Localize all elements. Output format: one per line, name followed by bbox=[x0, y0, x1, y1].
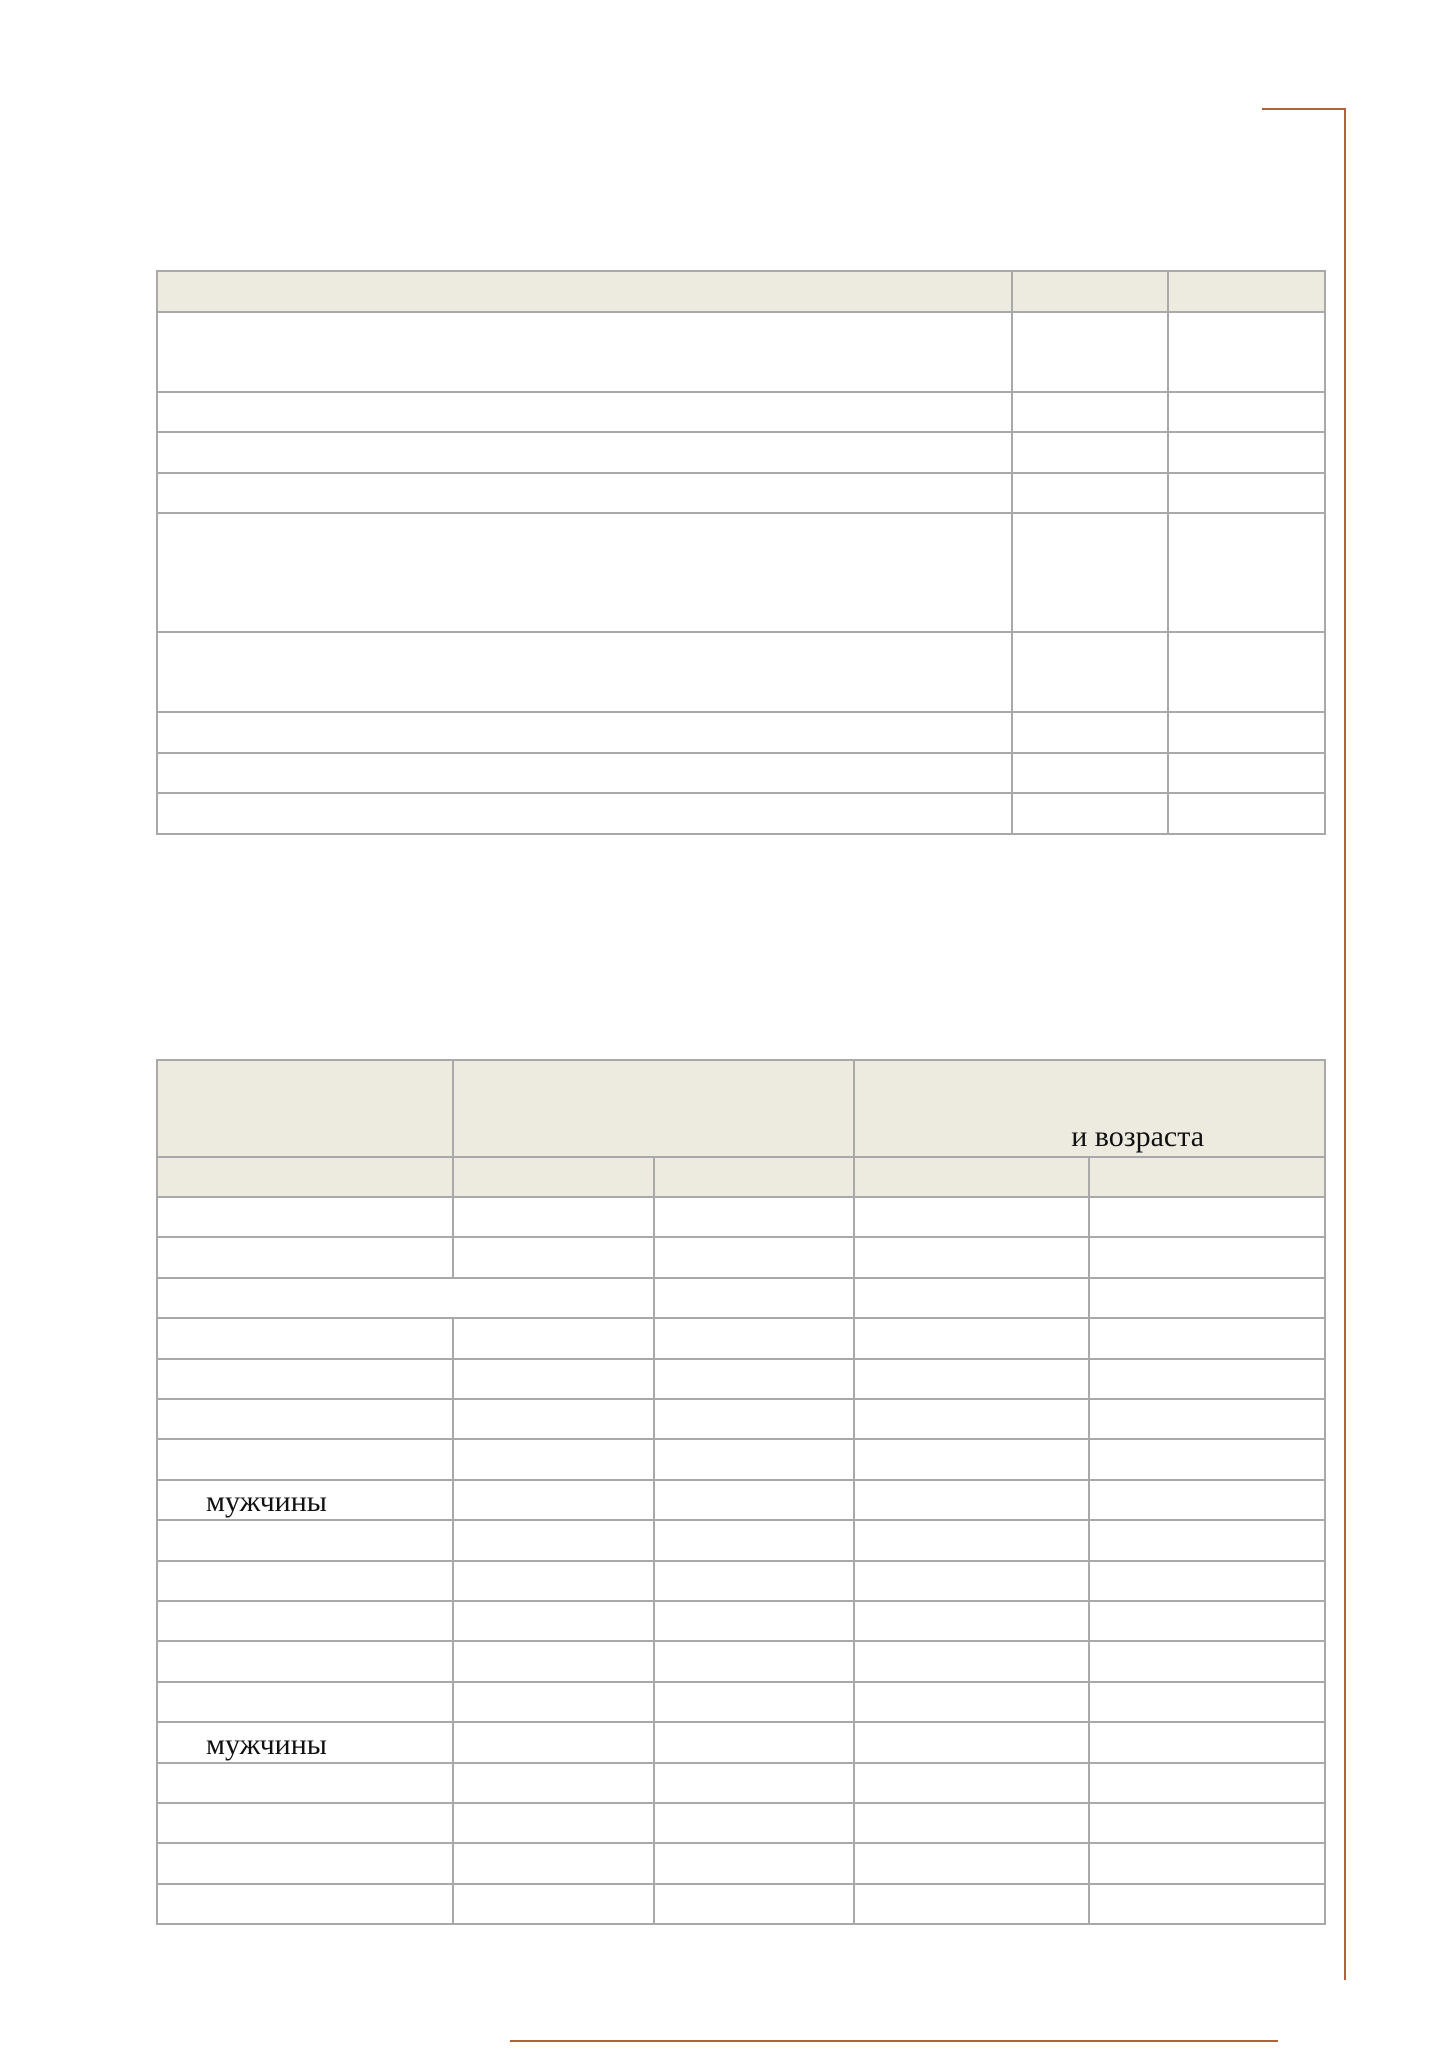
table-cell bbox=[1089, 1803, 1325, 1843]
table-cell bbox=[157, 513, 1012, 632]
table-cell bbox=[854, 1722, 1089, 1763]
table-cell bbox=[157, 1520, 453, 1561]
table-cell bbox=[157, 753, 1012, 793]
table-2-header-cell bbox=[157, 1060, 453, 1157]
header-age-label: и возраста bbox=[1071, 1120, 1205, 1153]
table-row bbox=[157, 1439, 1325, 1480]
table-cell bbox=[453, 1197, 654, 1237]
table-cell bbox=[453, 1439, 654, 1480]
table-2-header-cell bbox=[854, 1157, 1089, 1197]
table-cell bbox=[1089, 1237, 1325, 1278]
table-cell bbox=[453, 1722, 654, 1763]
table-cell bbox=[157, 312, 1012, 392]
table-cell bbox=[1089, 1197, 1325, 1237]
table-row bbox=[157, 1682, 1325, 1722]
table-cell bbox=[157, 1399, 453, 1439]
table-cell bbox=[1089, 1439, 1325, 1480]
table-2-header-cell bbox=[1089, 1157, 1325, 1197]
table-cell bbox=[157, 1763, 453, 1803]
table-cell bbox=[1168, 392, 1325, 432]
table-cell bbox=[854, 1682, 1089, 1722]
table-cell bbox=[654, 1237, 854, 1278]
table-cell bbox=[453, 1884, 654, 1924]
table-row bbox=[157, 1803, 1325, 1843]
table-cell bbox=[157, 1803, 453, 1843]
table-row bbox=[157, 1480, 1325, 1520]
table-cell bbox=[157, 1843, 453, 1884]
table-2-header-cell bbox=[157, 1157, 453, 1197]
table-cell bbox=[854, 1803, 1089, 1843]
table-cell bbox=[1089, 1399, 1325, 1439]
table-cell bbox=[453, 1399, 654, 1439]
table-cell bbox=[157, 1641, 453, 1682]
table-cell bbox=[157, 1197, 453, 1237]
table-cell bbox=[157, 712, 1012, 753]
table-cell bbox=[453, 1601, 654, 1641]
table-2-header-age-group bbox=[854, 1060, 1325, 1157]
table-row bbox=[157, 312, 1325, 392]
table-cell bbox=[157, 1601, 453, 1641]
table-cell bbox=[654, 1359, 854, 1399]
table-cell bbox=[1012, 312, 1168, 392]
table-cell bbox=[157, 392, 1012, 432]
table-cell bbox=[1089, 1318, 1325, 1359]
table-row bbox=[157, 632, 1325, 712]
table-2 bbox=[156, 1059, 1326, 1925]
table-cell bbox=[1089, 1601, 1325, 1641]
table-cell bbox=[1012, 432, 1168, 473]
table-cell bbox=[157, 632, 1012, 712]
table-cell bbox=[1012, 753, 1168, 793]
table-cell bbox=[453, 1520, 654, 1561]
table-1 bbox=[156, 270, 1326, 835]
table-row bbox=[157, 1237, 1325, 1278]
table-row bbox=[157, 1278, 1325, 1318]
table-cell bbox=[453, 1843, 654, 1884]
table-cell bbox=[1089, 1722, 1325, 1763]
table-row bbox=[157, 473, 1325, 513]
table-2-header-cell bbox=[453, 1060, 854, 1157]
table-cell bbox=[453, 1803, 654, 1843]
table-cell bbox=[1089, 1843, 1325, 1884]
table-row bbox=[157, 513, 1325, 632]
table-cell bbox=[453, 1237, 654, 1278]
table-cell bbox=[1168, 793, 1325, 834]
table-cell bbox=[157, 1278, 654, 1318]
table-cell bbox=[1168, 632, 1325, 712]
table-cell bbox=[157, 1237, 453, 1278]
table-cell bbox=[1168, 473, 1325, 513]
table-row bbox=[157, 1318, 1325, 1359]
table-cell bbox=[854, 1641, 1089, 1682]
table-cell bbox=[854, 1561, 1089, 1601]
table-cell bbox=[157, 1318, 453, 1359]
table-cell bbox=[854, 1843, 1089, 1884]
table-row bbox=[157, 1843, 1325, 1884]
table-cell bbox=[1089, 1359, 1325, 1399]
table-cell bbox=[654, 1439, 854, 1480]
table-cell bbox=[654, 1480, 854, 1520]
table-cell bbox=[157, 1682, 453, 1722]
table-cell bbox=[654, 1803, 854, 1843]
table-cell bbox=[654, 1399, 854, 1439]
table-cell bbox=[453, 1641, 654, 1682]
table-2-header-row bbox=[157, 1060, 1325, 1157]
table-cell bbox=[453, 1682, 654, 1722]
table-cell bbox=[1089, 1520, 1325, 1561]
table-row bbox=[157, 1884, 1325, 1924]
table-row bbox=[157, 1359, 1325, 1399]
table-1-header-row bbox=[157, 271, 1325, 312]
table-row bbox=[157, 392, 1325, 432]
table-cell bbox=[1089, 1480, 1325, 1520]
table-cell bbox=[654, 1884, 854, 1924]
table-cell bbox=[854, 1884, 1089, 1924]
table-cell bbox=[854, 1601, 1089, 1641]
table-cell bbox=[157, 793, 1012, 834]
table-cell bbox=[1012, 513, 1168, 632]
table-cell bbox=[453, 1561, 654, 1601]
table-cell bbox=[654, 1682, 854, 1722]
table-cell bbox=[1012, 473, 1168, 513]
table-row bbox=[157, 712, 1325, 753]
table-cell bbox=[854, 1237, 1089, 1278]
table-cell bbox=[453, 1763, 654, 1803]
table-cell bbox=[654, 1601, 854, 1641]
table-cell bbox=[854, 1359, 1089, 1399]
table-cell bbox=[654, 1520, 854, 1561]
table-cell bbox=[854, 1763, 1089, 1803]
table-row bbox=[157, 1197, 1325, 1237]
table-cell bbox=[654, 1641, 854, 1682]
table-cell bbox=[1089, 1278, 1325, 1318]
table-row bbox=[157, 1399, 1325, 1439]
table-cell bbox=[1168, 432, 1325, 473]
table-cell bbox=[1012, 712, 1168, 753]
table-row bbox=[157, 793, 1325, 834]
table-2-subheader-row bbox=[157, 1157, 1325, 1197]
table-cell bbox=[654, 1843, 854, 1884]
table-cell bbox=[654, 1722, 854, 1763]
table-cell bbox=[1089, 1641, 1325, 1682]
table-cell bbox=[1012, 392, 1168, 432]
table-cell bbox=[1168, 513, 1325, 632]
table-cell bbox=[1168, 753, 1325, 793]
table-cell bbox=[157, 1884, 453, 1924]
table-row bbox=[157, 1561, 1325, 1601]
table-cell bbox=[157, 1359, 453, 1399]
table-1-header-cell bbox=[1012, 271, 1168, 312]
row-label-men: мужчины bbox=[157, 1722, 453, 1763]
table-cell bbox=[654, 1763, 854, 1803]
table-cell bbox=[1168, 312, 1325, 392]
table-cell bbox=[157, 473, 1012, 513]
table-cell bbox=[854, 1480, 1089, 1520]
table-row bbox=[157, 1763, 1325, 1803]
table-cell bbox=[654, 1278, 854, 1318]
table-cell bbox=[157, 1561, 453, 1601]
table-cell bbox=[854, 1278, 1089, 1318]
table-2-header-cell bbox=[654, 1157, 854, 1197]
table-row bbox=[157, 432, 1325, 473]
table-cell bbox=[1089, 1884, 1325, 1924]
row-label-men: мужчины bbox=[157, 1480, 453, 1520]
frame-right-line bbox=[1344, 108, 1346, 1980]
table-cell bbox=[854, 1197, 1089, 1237]
table-cell bbox=[1089, 1763, 1325, 1803]
table-cell bbox=[654, 1318, 854, 1359]
table-cell bbox=[854, 1439, 1089, 1480]
table-cell bbox=[157, 432, 1012, 473]
table-row bbox=[157, 1601, 1325, 1641]
table-1-header-cell bbox=[157, 271, 1012, 312]
table-cell bbox=[654, 1561, 854, 1601]
table-cell bbox=[854, 1318, 1089, 1359]
table-row bbox=[157, 1722, 1325, 1763]
table-cell bbox=[453, 1318, 654, 1359]
frame-top-line bbox=[1262, 108, 1345, 110]
table-cell bbox=[157, 1439, 453, 1480]
table-cell bbox=[453, 1480, 654, 1520]
table-cell bbox=[1168, 712, 1325, 753]
frame-bottom-line bbox=[510, 2040, 1278, 2042]
table-cell bbox=[1089, 1682, 1325, 1722]
table-row bbox=[157, 1641, 1325, 1682]
table-cell bbox=[453, 1359, 654, 1399]
table-2-header-cell bbox=[453, 1157, 654, 1197]
table-cell bbox=[1012, 793, 1168, 834]
table-row bbox=[157, 1520, 1325, 1561]
table-1-header-cell bbox=[1168, 271, 1325, 312]
table-cell bbox=[854, 1399, 1089, 1439]
table-cell bbox=[1012, 632, 1168, 712]
table-cell bbox=[1089, 1561, 1325, 1601]
table-cell bbox=[654, 1197, 854, 1237]
table-row bbox=[157, 753, 1325, 793]
table-cell bbox=[854, 1520, 1089, 1561]
